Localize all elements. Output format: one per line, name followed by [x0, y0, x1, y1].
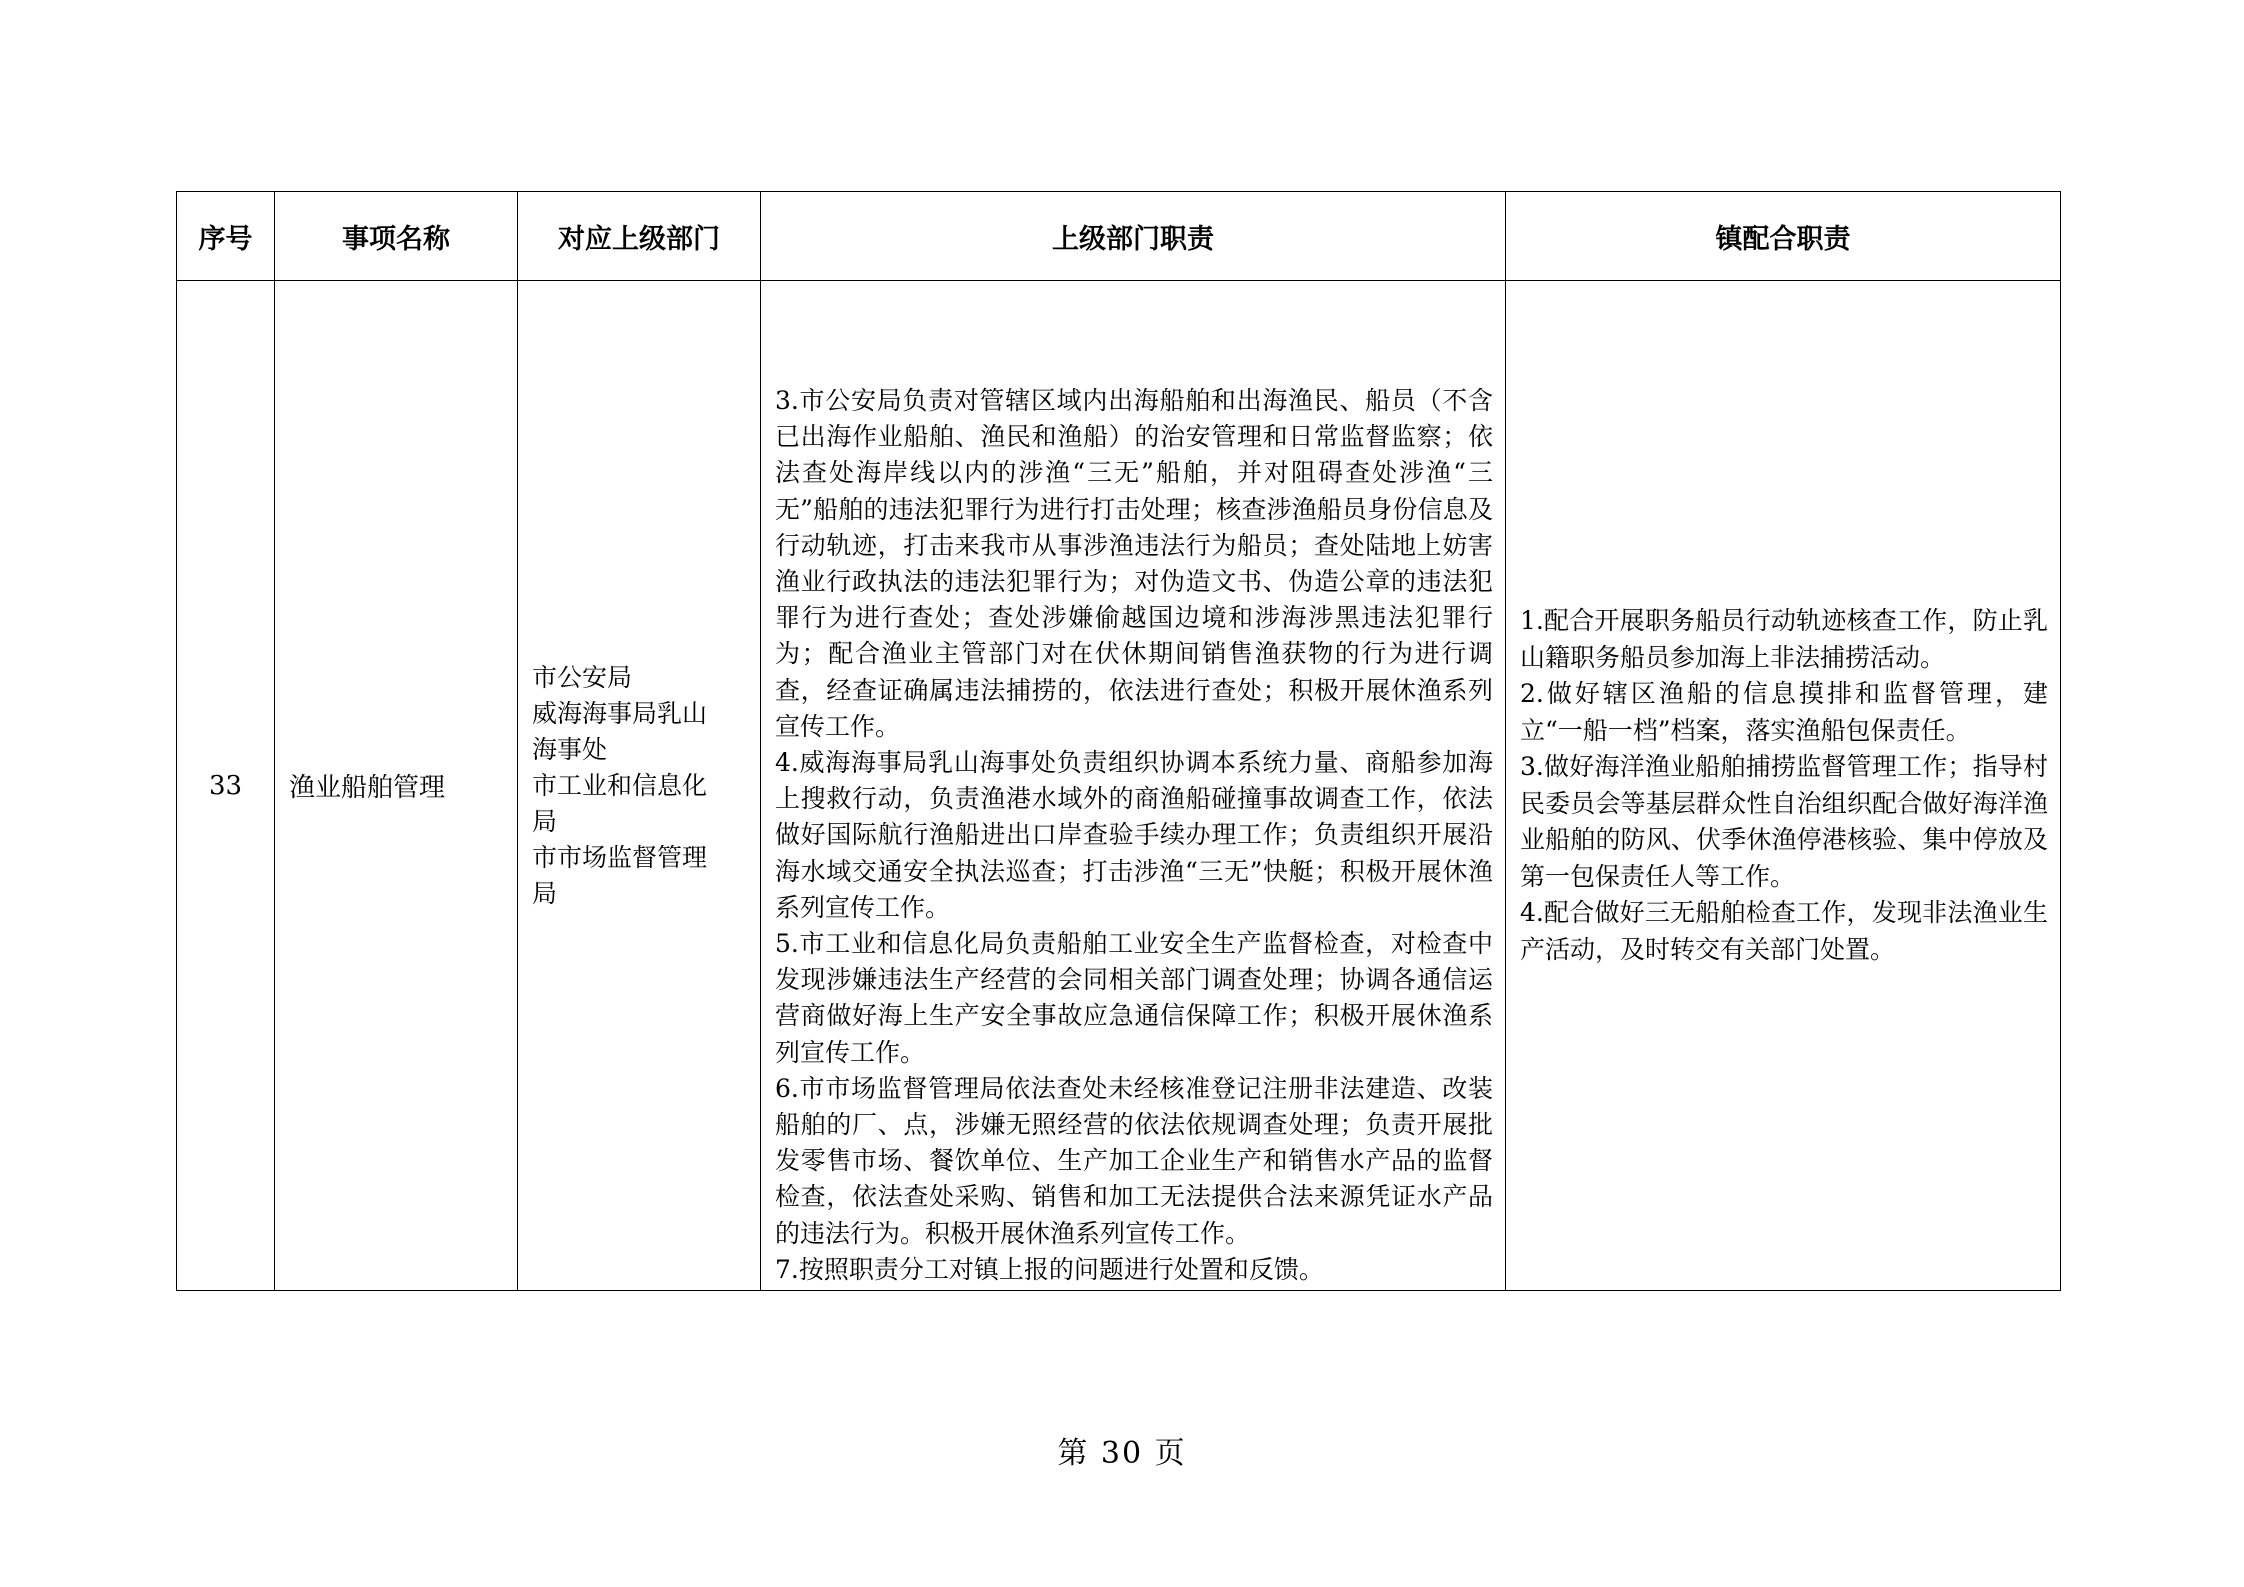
town-duties-cell [1506, 281, 2061, 1291]
page-number: 第 30 页 [1057, 1436, 1187, 1471]
table-header-row [177, 192, 2061, 281]
header-dept: 对应上级部门 [518, 192, 761, 281]
dept-line: 市公安局 [532, 662, 633, 692]
town-duty-paragraph: 4.配合做好三无船舶检查工作，发现非法渔业生产活动，及时转交有关部门处置。 [1520, 898, 2048, 964]
dept-cell [518, 281, 761, 1291]
town-duty-paragraph: 3.做好海洋渔业船舶捕捞监督管理工作；指导村民委员会等基层群众性自治组织配合做好海洋渔业船舶的防风、伏季休渔停港核验、集中停放及第一包保责任人等工作。 [1520, 752, 2048, 891]
dept-line: 局 [532, 878, 558, 908]
duty-paragraph: 6.市市场监督管理局依法查处未经核准登记注册非法建造、改装船舶的厂、点，涉嫌无照经营的依法依规调查处理；负责开展批发零售市场、餐饮单位、生产加工企业生产和销售水产品的监督检查，依法查处采购、销售和加工无法提供合法来源凭证水产品的违法行为。积极开展休渔系列宣传工作。 [775, 1073, 1493, 1248]
header-duty: 上级部门职责 [761, 192, 1506, 281]
row-number: 33 [177, 281, 275, 1291]
duty-paragraph: 3.市公安局负责对管辖区域内出海船舶和出海渔民、船员（不含已出海作业船舶、渔民和渔船）的治安管理和日常监督监察；依法查处海岸线以内的涉渔“三无”船舶，并对阻碍查处涉渔“三无”船舶的违法犯罪行为进行打击处理；核查涉渔船员身份信息及行动轨迹，打击来我市从事涉渔违法行为船员；查处陆地上妨害渔业行政执法的违法犯罪行为；对伪造文书、伪造公章的违法犯罪行为进行查处；查处涉嫌偷越国边境和涉海涉黑违法犯罪行为；配合渔业主管部门对在伏休期间销售渔获物的行为进行调查，经查证确属违法捕捞的，依法进行查处；积极开展休渔系列宣传工作。 [775, 385, 1493, 741]
dept-line: 市工业和信息化 [532, 770, 708, 800]
responsibility-table [176, 191, 2061, 1291]
dept-line: 威海海事局乳山 [532, 698, 708, 728]
dept-line: 局 [532, 806, 558, 836]
responsibility-table-container [176, 191, 2060, 1291]
table-row [177, 281, 2061, 1291]
item-name: 渔业船舶管理 [275, 281, 518, 1291]
dept-line: 市市场监督管理 [532, 842, 708, 872]
superior-duties-cell [761, 281, 1506, 1291]
town-duty-paragraph: 1.配合开展职务船员行动轨迹核查工作，防止乳山籍职务船员参加海上非法捕捞活动。 [1520, 606, 2048, 672]
duty-paragraph: 7.按照职责分工对镇上报的问题进行处置和反馈。 [775, 1254, 1324, 1284]
header-num: 序号 [177, 192, 275, 281]
duty-paragraph: 4.威海海事局乳山海事处负责组织协调本系统力量、商船参加海上搜救行动，负责渔港水域外的商渔船碰撞事故调查工作，依法做好国际航行渔船进出口岸查验手续办理工作；负责组织开展沿海水域交通安全执法巡查；打击涉渔“三无”快艇；积极开展休渔系列宣传工作。 [775, 747, 1493, 922]
header-town: 镇配合职责 [1506, 192, 2061, 281]
town-duty-paragraph: 2.做好辖区渔船的信息摸排和监督管理，建立“一船一档”档案，落实渔船包保责任。 [1520, 679, 2048, 745]
dept-line: 海事处 [532, 734, 608, 764]
header-name: 事项名称 [275, 192, 518, 281]
duty-paragraph: 5.市工业和信息化局负责船舶工业安全生产监督检查，对检查中发现涉嫌违法生产经营的会同相关部门调查处理；协调各通信运营商做好海上生产安全事故应急通信保障工作；积极开展休渔系列宣传工作。 [775, 928, 1493, 1067]
